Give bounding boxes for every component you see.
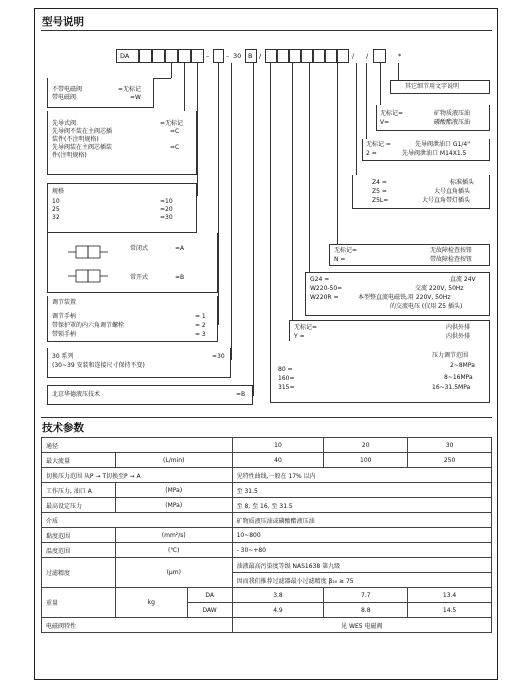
plug-code: Z4 = bbox=[372, 179, 387, 186]
code-slash: / bbox=[259, 52, 262, 60]
cell: 切换压力范围 从P → T切换至P → A bbox=[42, 468, 233, 483]
code-cell bbox=[191, 49, 204, 63]
code-star: * bbox=[398, 52, 402, 60]
plug-desc: 大号直角带灯插头 bbox=[422, 197, 471, 204]
cell: 矿物质液压油或磷酸酯液压油 bbox=[232, 513, 491, 528]
cell: (MPa) bbox=[115, 498, 232, 513]
connector-line bbox=[270, 63, 271, 341]
cell: 100 bbox=[324, 453, 408, 468]
plug-code: Z5L= bbox=[372, 197, 389, 204]
cell: (℃) bbox=[115, 543, 232, 558]
code-cell bbox=[337, 49, 349, 63]
table-row bbox=[42, 498, 492, 513]
cell: 工作压力, 油口 A bbox=[42, 483, 116, 498]
title-rule bbox=[41, 30, 492, 31]
table-row bbox=[42, 438, 492, 453]
connector-line bbox=[231, 63, 232, 360]
pilot-code: =C bbox=[170, 144, 180, 151]
connector-line bbox=[337, 63, 338, 244]
power-code: G24 = bbox=[310, 276, 330, 283]
code-cell bbox=[277, 49, 289, 63]
code-prefix: DA bbox=[120, 52, 130, 60]
cell: 至 31.5 bbox=[232, 483, 491, 498]
connector-line bbox=[292, 63, 293, 331]
series-line: 30 系列 bbox=[52, 353, 74, 360]
pilot-line: 先导阀不装在主阀芯插 bbox=[52, 128, 113, 135]
hex-code: Y = bbox=[294, 333, 305, 340]
cell: 3.8 bbox=[232, 588, 324, 603]
power-code: W220R = bbox=[310, 294, 339, 301]
code-dash: – bbox=[206, 52, 210, 60]
cell: 至 8, 至 16, 至 31.5 bbox=[232, 498, 491, 513]
maker-code: =B bbox=[236, 391, 246, 398]
override-code: N = bbox=[334, 256, 346, 263]
pilot-line: 先导阀装在主阀芯插装 bbox=[52, 144, 113, 151]
cell: kg bbox=[115, 588, 187, 618]
cell: 过滤精度 bbox=[42, 558, 116, 588]
cell: DAW bbox=[187, 603, 232, 618]
cell: 14.5 bbox=[408, 603, 492, 618]
size-code: =20 bbox=[160, 206, 173, 213]
cell: 最高设定压力 bbox=[42, 498, 116, 513]
pilot-line: 件(注明规格) bbox=[52, 152, 87, 159]
adjust-head: 调节装置 bbox=[52, 299, 77, 306]
code-cell bbox=[265, 49, 277, 63]
hex-code: 无标记= bbox=[294, 324, 318, 331]
cell: 通径 bbox=[42, 438, 233, 453]
section-rule bbox=[41, 417, 492, 418]
port-desc: 先导阀泄油口 M14X1.5 bbox=[402, 150, 467, 157]
cell: 温度范围 bbox=[42, 543, 116, 558]
code-cell bbox=[289, 49, 301, 63]
adjust-row: 带锁手柄 bbox=[52, 331, 77, 338]
cell: (mm²/s) bbox=[115, 528, 232, 543]
section-title-model: 型号说明 bbox=[42, 16, 84, 28]
connector-line bbox=[309, 63, 310, 304]
size-row: 10 bbox=[52, 198, 60, 205]
code-cell bbox=[165, 49, 178, 63]
adjust-row: 调节手柄 bbox=[52, 313, 77, 320]
code-cell bbox=[152, 49, 165, 63]
size-code: =30 bbox=[160, 214, 173, 221]
table-row bbox=[42, 483, 492, 498]
port-desc: 先导阀泄油口 G1/4" bbox=[415, 141, 470, 148]
port-code: 2 = bbox=[366, 150, 377, 157]
hex-desc: 内供外排 bbox=[446, 324, 471, 331]
power-code: W220-50= bbox=[310, 285, 343, 292]
code-cell bbox=[313, 49, 325, 63]
pressure-range: 2~8MPa bbox=[450, 362, 475, 369]
size-code: =10 bbox=[160, 198, 173, 205]
box-pressure bbox=[270, 341, 490, 403]
pressure-range: 8~16MPa bbox=[444, 374, 473, 381]
box-fluid bbox=[376, 105, 490, 131]
valve-closed: 常闭式 bbox=[130, 245, 149, 252]
series-note: (30~39 安装和连接尺寸保持不变) bbox=[52, 362, 145, 369]
fluid-desc: 磷酸酯液压油 bbox=[434, 119, 471, 126]
hex-desc: 内供外排 bbox=[446, 333, 471, 340]
fluid-code: V= bbox=[380, 119, 390, 126]
other-text: 其它细节用文字说明 bbox=[405, 83, 460, 90]
connector-line bbox=[366, 63, 367, 139]
cell: 因而我们推荐过滤器最小过滤精度 β₂₀ ≥ 75 bbox=[232, 573, 491, 588]
override-desc: 无故障检查按钮 bbox=[430, 247, 473, 254]
cell: 20 bbox=[324, 438, 408, 453]
code-slash: / bbox=[352, 52, 355, 60]
port-code: 无标记 = bbox=[366, 141, 391, 148]
connector-line bbox=[197, 63, 198, 196]
cell: 最大流量 bbox=[42, 453, 116, 468]
cell: - 30~+80 bbox=[232, 543, 491, 558]
pressure-code: 160= bbox=[278, 375, 295, 382]
cell: 10 bbox=[232, 438, 324, 453]
valve-open: 常开式 bbox=[130, 274, 149, 281]
pressure-code: 80 = bbox=[278, 366, 293, 373]
valve-open-code: =B bbox=[175, 274, 185, 281]
override-code: 无标记= bbox=[334, 247, 358, 254]
code-thirty: 30 bbox=[233, 52, 242, 60]
cell: 重量 bbox=[42, 588, 116, 618]
cell: 电磁阀特性 bbox=[42, 618, 233, 633]
maker-text: 北京华德液压技术 bbox=[52, 391, 101, 398]
power-desc: 本型整直流电磁铁,用 220V, 50Hz bbox=[358, 294, 451, 301]
size-head: 规格 bbox=[52, 188, 65, 195]
table-row bbox=[42, 588, 492, 603]
fluid-code: 无标记= bbox=[380, 110, 404, 117]
power-desc: 直流 24V bbox=[450, 276, 476, 283]
cell: 黏度范围 bbox=[42, 528, 116, 543]
code-cell bbox=[213, 49, 224, 63]
cell: (L/min) bbox=[115, 453, 232, 468]
code-slash: / bbox=[366, 52, 369, 60]
cell: 7.7 bbox=[324, 588, 408, 603]
code-b: B bbox=[248, 52, 253, 60]
cell: 30 bbox=[408, 438, 492, 453]
code-cell bbox=[178, 49, 191, 63]
spec-table bbox=[41, 437, 492, 633]
solenoid-line: 不带电磁阀 bbox=[52, 86, 83, 93]
plug-desc: 大号直角插头 bbox=[434, 188, 471, 195]
valve-symbol-icon bbox=[62, 238, 114, 290]
adjust-row: 带保护罩的内六角调节螺栓 bbox=[52, 322, 125, 329]
cell: 4.9 bbox=[232, 603, 324, 618]
table-row bbox=[42, 468, 492, 483]
plug-code: Z5 = bbox=[372, 188, 387, 195]
pilot-code: =无标记 bbox=[160, 120, 184, 127]
box-size bbox=[47, 183, 197, 233]
solenoid-code: =W bbox=[130, 94, 141, 101]
connector-line bbox=[380, 63, 381, 105]
pressure-range: 16~31.5MPa bbox=[432, 384, 471, 391]
pressure-head: 压力调节范围 bbox=[432, 352, 469, 359]
adjust-code: = 3 bbox=[195, 331, 206, 338]
code-cell bbox=[139, 49, 152, 63]
cell: 介质 bbox=[42, 513, 233, 528]
size-row: 32 bbox=[52, 214, 60, 221]
table-row bbox=[42, 558, 492, 573]
connector-line bbox=[171, 63, 172, 78]
size-row: 25 bbox=[52, 206, 60, 213]
override-desc: 带故障检查按钮 bbox=[430, 256, 473, 263]
cell: 250 bbox=[408, 453, 492, 468]
connector-line bbox=[356, 63, 357, 175]
power-desc: 交流 220V, 50Hz bbox=[415, 285, 464, 292]
cell: (μm) bbox=[115, 558, 232, 588]
section-title-tech: 技术参数 bbox=[42, 422, 84, 434]
solenoid-code: =无标记 bbox=[118, 86, 142, 93]
valve-closed-code: =A bbox=[175, 245, 185, 252]
cell: 8.8 bbox=[324, 603, 408, 618]
table-row bbox=[42, 543, 492, 558]
cell: (MPa) bbox=[115, 483, 232, 498]
code-cell bbox=[301, 49, 313, 63]
connector-line bbox=[398, 63, 399, 80]
plug-desc: 标准插头 bbox=[450, 179, 475, 186]
solenoid-line: 带电磁阀 bbox=[52, 94, 77, 101]
table-row bbox=[42, 618, 492, 633]
connector-line bbox=[218, 63, 219, 325]
pilot-code: =C bbox=[170, 128, 180, 135]
table-row bbox=[42, 513, 492, 528]
cell: 见 WE5 电磁阀 bbox=[232, 618, 491, 633]
power-desc: 的交流电压 (仅用 Z5 插头) bbox=[390, 303, 463, 310]
series-code: =30 bbox=[212, 353, 225, 360]
code-dash: – bbox=[226, 52, 230, 60]
table-row bbox=[42, 453, 492, 468]
cell: DA bbox=[187, 588, 232, 603]
adjust-code: = 2 bbox=[195, 322, 206, 329]
pilot-line: 装件(不注明规格) bbox=[52, 136, 99, 143]
cell: 13.4 bbox=[408, 588, 492, 603]
table-row bbox=[42, 528, 492, 543]
fluid-desc: 矿物质液压油 bbox=[434, 110, 471, 117]
cell: 10~800 bbox=[232, 528, 491, 543]
code-cell bbox=[373, 49, 386, 63]
pilot-line: 先导式阀 bbox=[52, 120, 77, 127]
pressure-code: 315= bbox=[278, 384, 295, 391]
adjust-code: = 1 bbox=[195, 313, 206, 320]
code-cell bbox=[325, 49, 337, 63]
cell: 油液最高污染度等级 NAS1638 第九级 bbox=[232, 558, 491, 573]
cell: 40 bbox=[232, 453, 324, 468]
cell: 见特性曲线,一般在 17% 以内 bbox=[232, 468, 491, 483]
connector-line bbox=[253, 63, 254, 396]
